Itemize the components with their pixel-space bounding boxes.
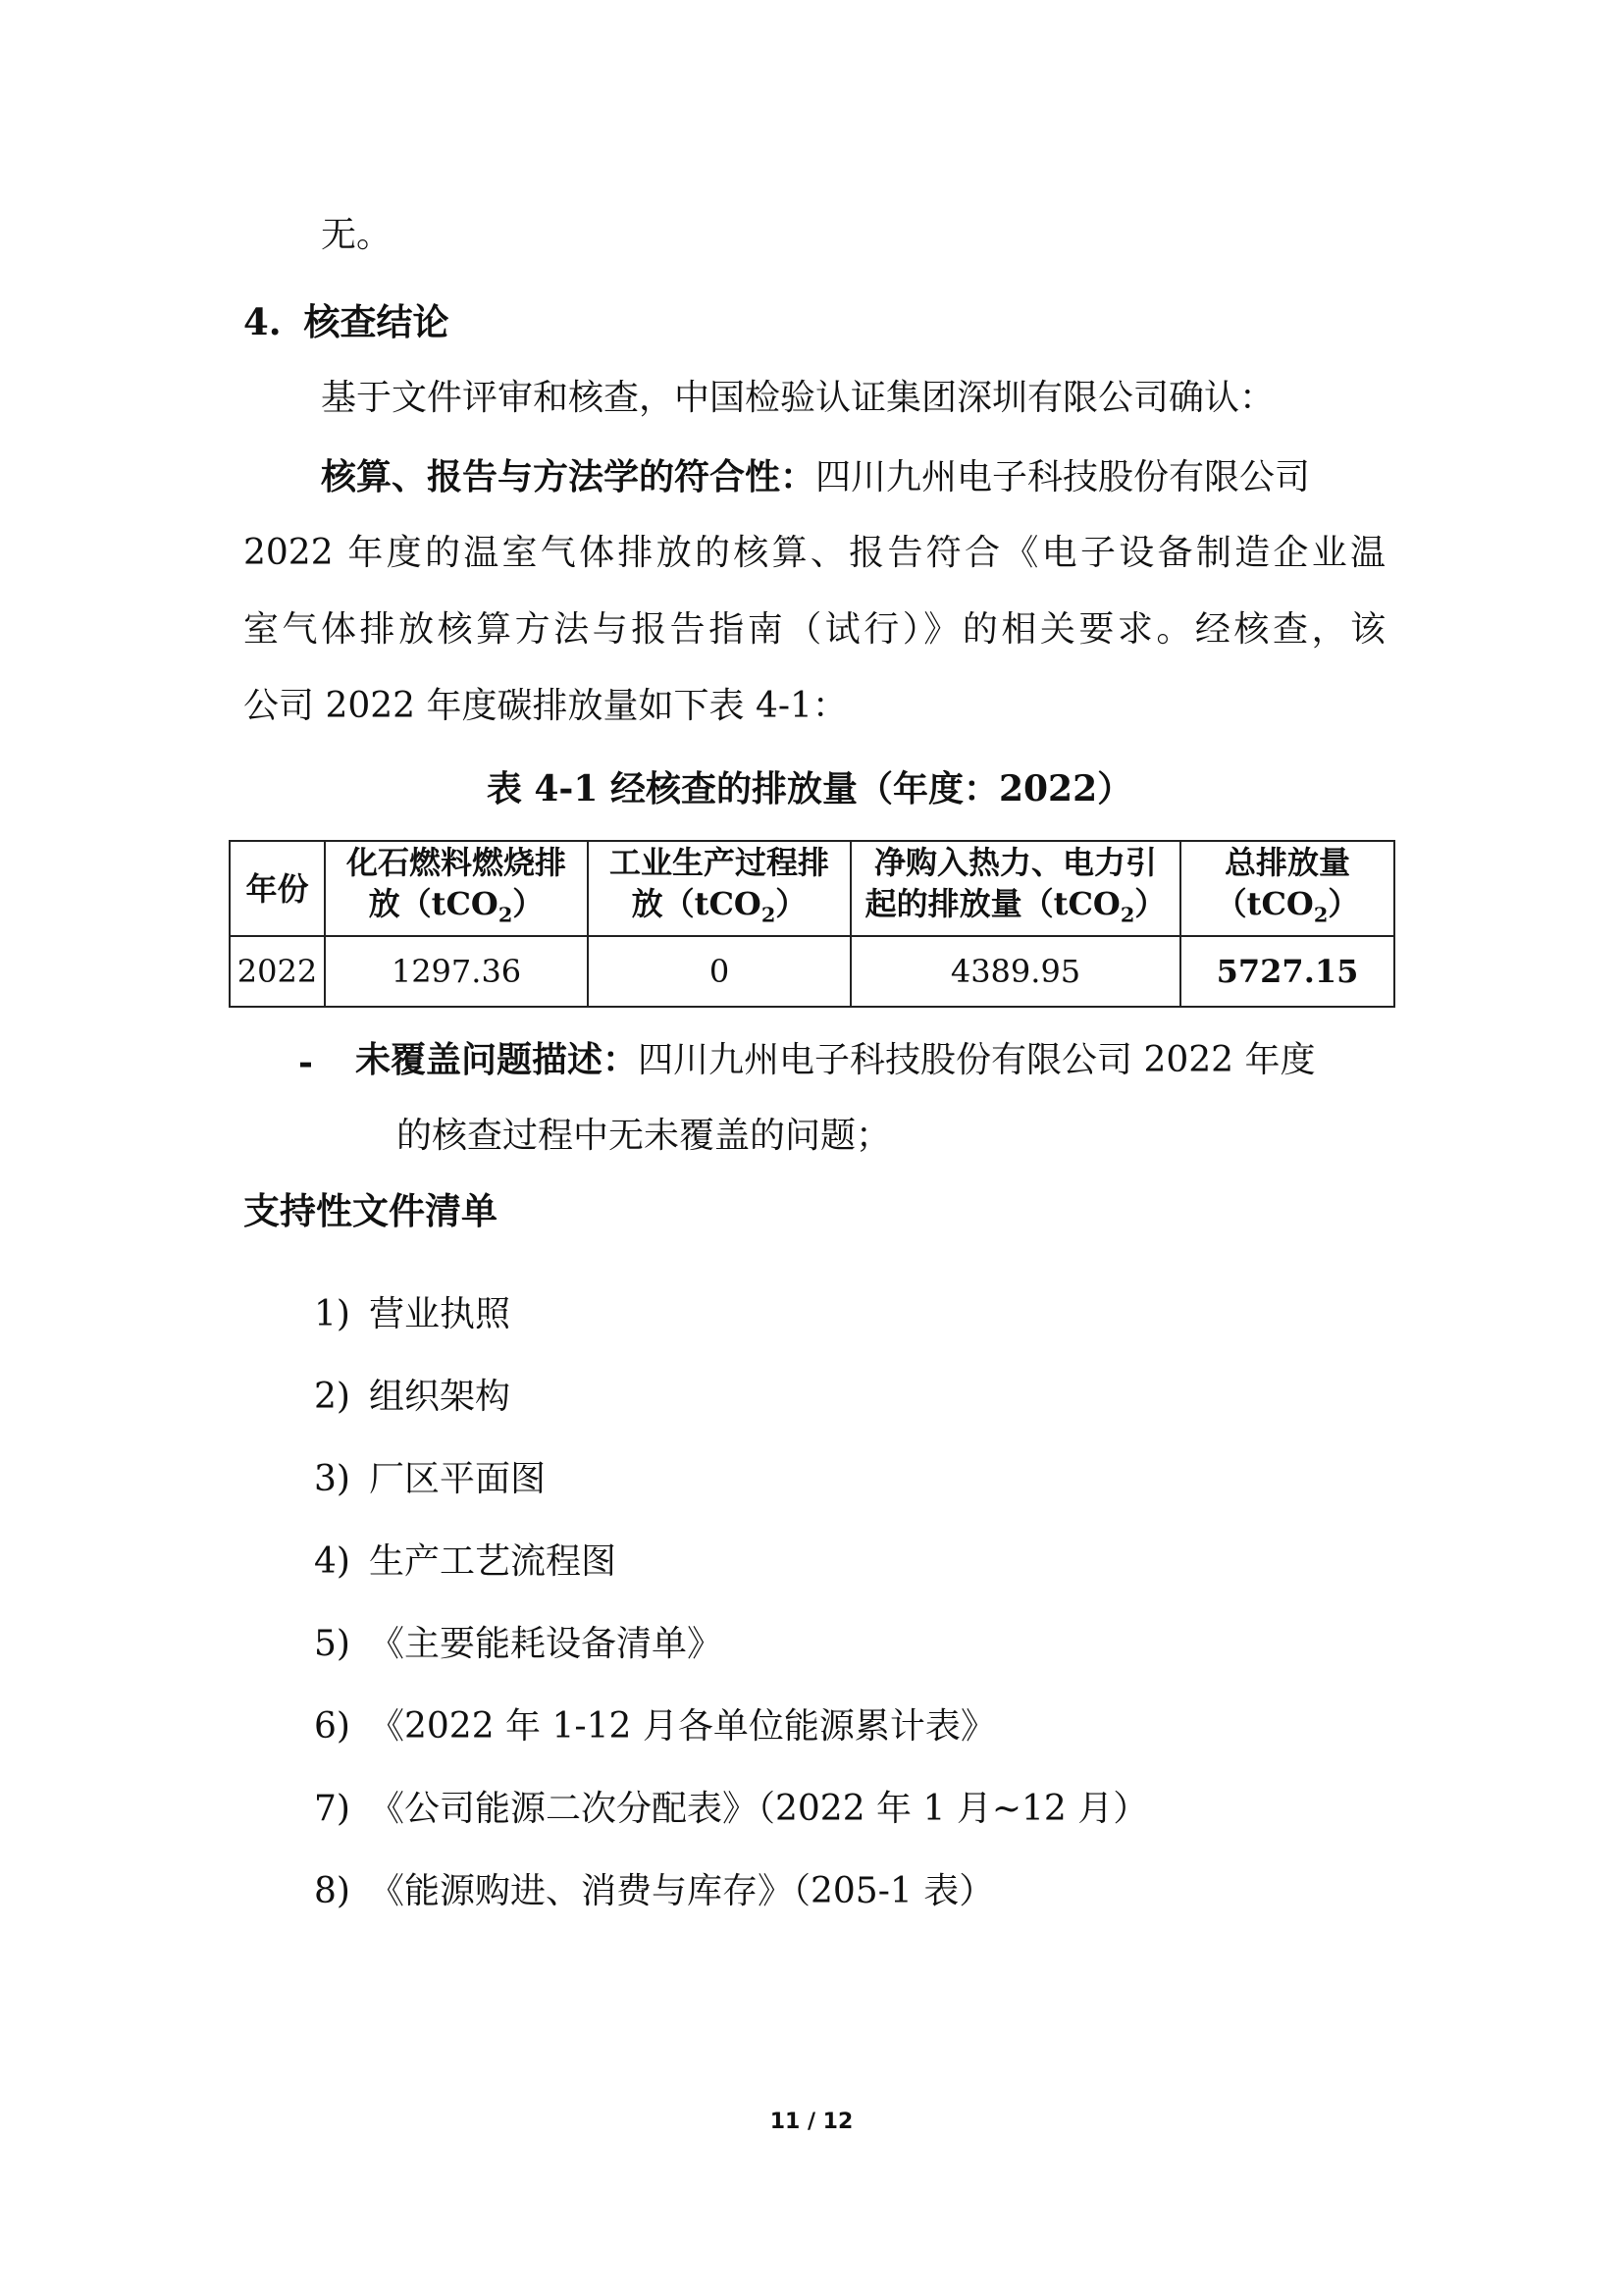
uncovered-label: 未覆盖问题描述： [355,1039,639,1080]
cell-fossil-fuel: 1297.36 [325,936,588,1007]
cell-purchased-energy: 4389.95 [851,936,1180,1007]
list-item: 3) 厂区平面图 [314,1459,547,1499]
cell-industrial-process: 0 [588,936,851,1007]
conformity-line-3: 室气体排放核算方法与报告指南（试行）》的相关要求。经核查，该 [243,609,1386,650]
list-item: 2) 组织架构 [314,1377,511,1417]
table-row [230,936,1394,1007]
header-purchased-energy: 净购入热力、电力引 起的排放量（tCO$_2$） [851,841,1180,936]
list-item: 6) 《2022 年 1-12 月各单位能源累计表》 [314,1706,996,1747]
page-number: 11 / 12 [769,2110,854,2134]
table-caption: 表 4-1 经核查的排放量（年度：2022） [486,768,1133,809]
cell-year: 2022 [230,936,325,1007]
intro-line: 无。 [321,215,393,255]
uncovered-line-1 [355,1034,1386,1086]
header-year: 年份 [230,841,325,936]
header-fossil-fuel: 化石燃料燃烧排 放（tCO$_2$） [325,841,588,936]
conformity-line-4: 公司 2022 年度碳排放量如下表 4-1： [243,686,848,726]
uncovered-bullet: - [298,1042,313,1083]
basis-sentence: 基于文件评审和核查，中国检验认证集团深圳有限公司确认： [321,378,1276,418]
conformity-line1-rest: 四川九州电子科技股份有限公司 [815,457,1311,497]
uncovered-line-2: 的核查过程中无未覆盖的问题； [396,1116,892,1156]
section-title: 核查结论 [303,300,449,343]
uncovered-line1-rest: 四川九州电子科技股份有限公司 2022 年度 [638,1040,1316,1080]
conformity-paragraph-line-1 [321,451,1386,503]
conformity-line-2: 2022 年度的温室气体排放的核算、报告符合《电子设备制造企业温 [243,533,1386,573]
list-item: 4) 生产工艺流程图 [314,1541,617,1582]
list-item: 7) 《公司能源二次分配表》（2022 年 1 月~12 月） [314,1789,1149,1829]
section-heading [243,296,449,347]
list-item: 1) 营业执照 [314,1294,511,1334]
header-industrial-process: 工业生产过程排 放（tCO$_2$） [588,841,851,936]
conformity-label: 核算、报告与方法学的符合性： [321,456,816,497]
list-item: 8) 《能源购进、消费与库存》（205-1 表） [314,1871,995,1911]
emissions-table [229,840,1395,1008]
section-number: 4. [243,300,282,343]
table-header-row [230,841,1394,936]
header-total: 总排放量 （tCO$_2$） [1180,841,1394,936]
list-item: 5) 《主要能耗设备清单》 [314,1624,723,1664]
support-heading: 支持性文件清单 [243,1189,497,1232]
cell-total: 5727.15 [1180,936,1394,1007]
